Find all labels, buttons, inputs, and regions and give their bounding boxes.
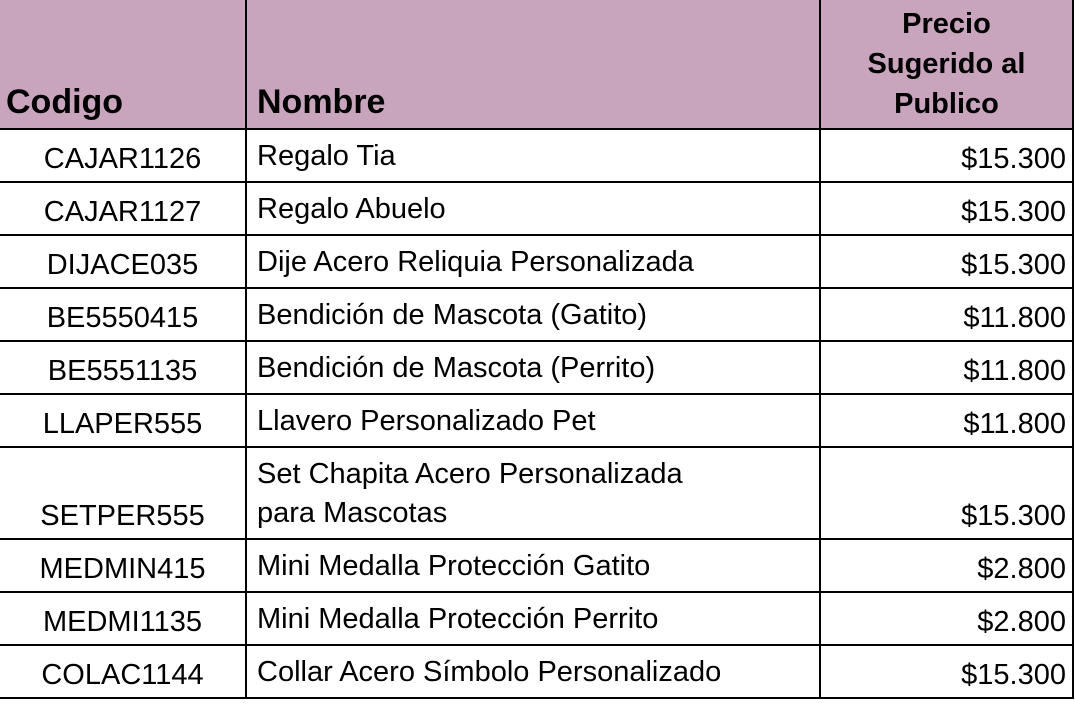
name-cell: Mini Medalla Protección Gatito: [246, 539, 820, 592]
header-precio-line1: Precio: [902, 8, 991, 40]
header-row: [0, 0, 1073, 129]
code-cell: BE5551135: [0, 341, 246, 394]
name-cell: Bendición de Mascota (Perrito): [246, 341, 820, 394]
code-cell: CAJAR1127: [0, 182, 246, 235]
header-precio-line3: Publico: [894, 88, 999, 120]
code-cell: COLAC1144: [0, 645, 246, 698]
price-cell: $15.300: [820, 182, 1073, 235]
code-cell: MEDMI1135: [0, 592, 246, 645]
table-row: [0, 182, 1073, 235]
price-cell: $2.800: [820, 539, 1073, 592]
table-row: [0, 447, 1073, 539]
name-cell: Mini Medalla Protección Perrito: [246, 592, 820, 645]
table-row: [0, 288, 1073, 341]
price-cell: $2.800: [820, 592, 1073, 645]
table-row: [0, 341, 1073, 394]
code-cell: BE5550415: [0, 288, 246, 341]
price-cell: $11.800: [820, 394, 1073, 447]
header-codigo: Codigo: [0, 0, 246, 129]
code-cell: DIJACE035: [0, 235, 246, 288]
name-cell-line2: para Mascotas: [257, 497, 448, 529]
name-cell: Collar Acero Símbolo Personalizado: [246, 645, 820, 698]
name-cell: Dije Acero Reliquia Personalizada: [246, 235, 820, 288]
table-row: [0, 235, 1073, 288]
name-cell: Regalo Abuelo: [246, 182, 820, 235]
code-cell: CAJAR1126: [0, 129, 246, 182]
name-cell: Llavero Personalizado Pet: [246, 394, 820, 447]
name-cell: [246, 447, 820, 539]
name-cell: Bendición de Mascota (Gatito): [246, 288, 820, 341]
header-precio-line2: Sugerido al: [867, 48, 1026, 80]
header-nombre: Nombre: [246, 0, 820, 129]
table-row: [0, 539, 1073, 592]
name-cell: Regalo Tia: [246, 129, 820, 182]
code-cell: MEDMIN415: [0, 539, 246, 592]
header-precio: [820, 0, 1073, 129]
table-row: [0, 129, 1073, 182]
price-cell: $15.300: [820, 447, 1073, 539]
price-cell: $11.800: [820, 288, 1073, 341]
price-cell: $11.800: [820, 341, 1073, 394]
price-cell: $15.300: [820, 645, 1073, 698]
table-row: [0, 592, 1073, 645]
code-cell: LLAPER555: [0, 394, 246, 447]
price-cell: $15.300: [820, 129, 1073, 182]
table-row: [0, 645, 1073, 698]
table-row: [0, 394, 1073, 447]
name-cell-line1: Set Chapita Acero Personalizada: [257, 458, 683, 490]
code-cell: SETPER555: [0, 447, 246, 539]
price-cell: $15.300: [820, 235, 1073, 288]
